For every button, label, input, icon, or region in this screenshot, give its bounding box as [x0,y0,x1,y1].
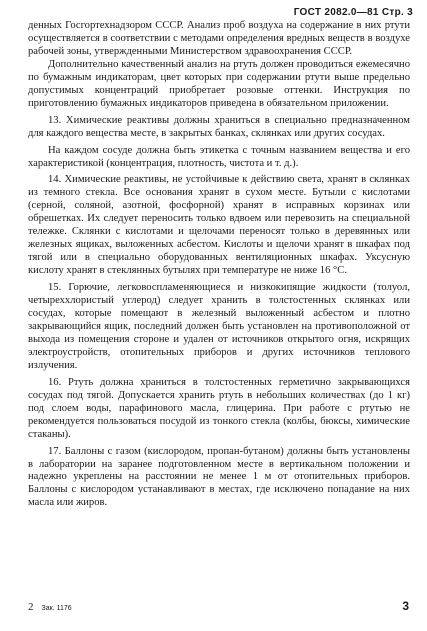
document-body [28,20,410,510]
footer-left [28,601,72,613]
footer-order-note: Зак. 1176 [41,605,72,612]
page-number: 3 [402,599,409,613]
paragraph-8: 17. Баллоны с газом (кислородом, пропан-бутаном) должны быть установлены в лаборатории на заранее подготовленном месте в вертикальном положении и надежно укреплены на расстоянии не менее 1 м от отопительных приборов. Баллоны с кислородом устанавливают в местах, где исключено попадание на них масла или жиров. [28,445,410,509]
paragraph-5: 14. Химические реактивы, не устойчивые к действию света, хранят в склянках из темного стекла. Все основания хранят в сухом месте. Бутыли с кислотами (серной, соляной, азотной, фосфорной) хранят в исправных корзинах или обрешетках. Их следует переносить только вдвоем или перевозить на специальной тележке. Склянки с кислотами и щелочами переносят только в деревянных или железных ящиках, выложенных асбестом. Кислоты и щелочи хранят в шкафах под тягой или в специально оборудованных вентиляционных шкафах. Уксусную кислоту хранят в стеклянных бутылях при температуре не ниже 16 °С. [28,174,410,277]
footer-number: 2 [28,601,34,613]
paragraph-3: 13. Химические реактивы должны храниться в специально предназначенном для каждого вещества месте, в закрытых банках, склянках или других сосудах. [28,114,410,139]
paragraph-4: На каждом сосуде должна быть этикетка с точным названием вещества и его характеристикой (концентрация, плотность, чистота и т. д.). [28,144,410,169]
paragraph-2: Дополнительно качественный анализ на ртуть должен проводиться ежемесячно по бумажным индикаторам, цвет которых при содержании ртути выше предельно допустимых концентраций приобретает розовые оттенки. Инструкция по приготовлению бумажных индикаторов приведена в обязательном приложении. [28,58,410,109]
paragraph-1: денных Госгортехнадзором СССР. Анализ проб воздуха на содержание в них ртути осуществляется в соответствии с методами определения вредных веществ в воздухе рабочей зоны, утвержденными Министерством здравоохранения СССР. [28,20,410,57]
paragraph-7: 16. Ртуть должна храниться в толстостенных герметично закрывающихся сосудах под тягой. Допускается хранить ртуть в небольших количествах (до 1 кг) под слоем воды, парафинового масла, глицерина. При работе с ртутью не рекомендуется пользоваться посудой из тонкого стекла (колбы, бюксы, химические стаканы). [28,376,410,440]
paragraph-6: 15. Горючие, легковоспламеняющиеся и низкокипящие жидкости (толуол, четыреххлористый углерод) следует хранить в толстостенных склянках или сосудах, которые помещают в железный выложенный асбестом и плотно закрывающийся ящик, последний должен быть установлен на противоположной от выхода из помещения стороне и удален от источников открытого огня, искрящих электроустройств, отопительных приборов и других источников теплового излучения. [28,282,410,371]
page-header: ГОСТ 2082.0—81 Стр. 3 [293,7,413,18]
